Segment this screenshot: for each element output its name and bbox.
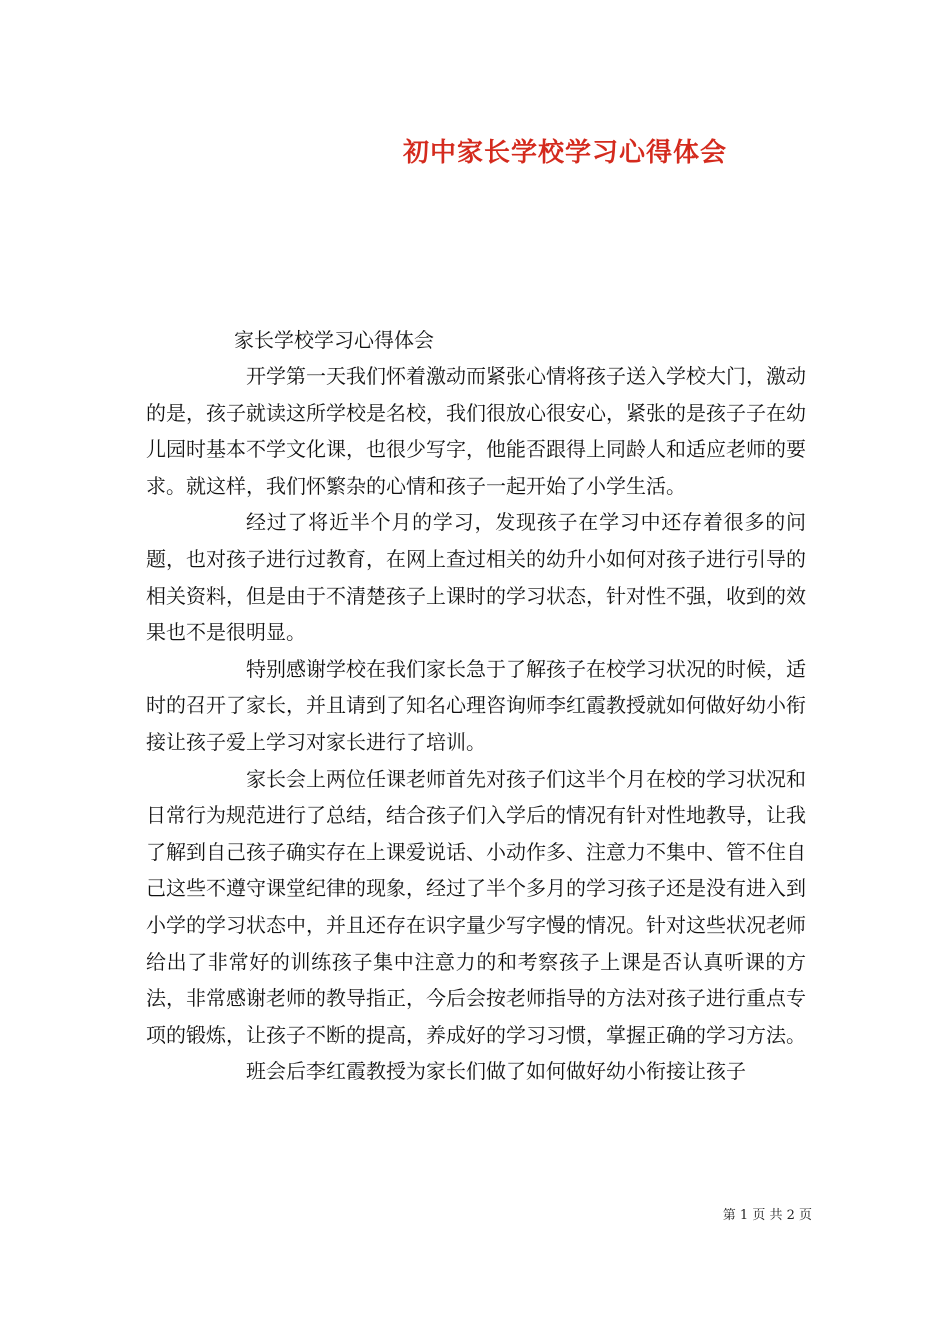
document-subheading: 家长学校学习心得体会 xyxy=(234,328,434,352)
page-number-footer: 第 1 页 共 2 页 xyxy=(722,1208,812,1223)
document-body xyxy=(146,322,806,1090)
document-title: 初中家长学校学习心得体会 xyxy=(402,138,727,168)
paragraph: 经过了将近半个月的学习，发现孩子在学习中还存着很多的问题，也对孩子进行过教育，在网上查过相关的幼升小如何对孩子进行引导的相关资料，但是由于不清楚孩子上课时的学习状态，针对性不强，收到的效果也不是很明显。 xyxy=(146,510,806,645)
paragraph: 特别感谢学校在我们家长急于了解孩子在校学习状况的时候，适时的召开了家长，并且请到了知名心理咨询师李红霞教授就如何做好幼小衔接让孩子爱上学习对家长进行了培训。 xyxy=(146,656,806,754)
paragraph: 班会后李红霞教授为家长们做了如何做好幼小衔接让孩子 xyxy=(246,1059,746,1084)
paragraph: 开学第一天我们怀着激动而紧张心情将孩子送入学校大门，激动的是，孩子就读这所学校是名校，我们很放心很安心，紧张的是孩子子在幼儿园时基本不学文化课，也很少写字，他能否跟得上同龄人和适应老师的要求。就这样，我们怀繁杂的心情和孩子一起开始了小学生活。 xyxy=(146,364,806,498)
paragraph: 家长会上两位任课老师首先对孩子们这半个月在校的学习状况和日常行为规范进行了总结，结合孩子们入学后的情况有针对性地教导，让我了解到自己孩子确实存在上课爱说话、小动作多、注意力不集中、管不住自己这些不遵守课堂纪律的现象，经过了半个多月的学习孩子还是没有进入到小学的学习状态中，并且还存在识字量少写字慢的情况。针对这些状况老师给出了非常好的训练孩子集中注意力的和考察孩子上课是否认真听课的方法，非常感谢老师的教导指正，今后会按老师指导的方法对孩子进行重点专项的锻炼，让孩子不断的提高，养成好的学习习惯，掌握正确的学习方法。 xyxy=(146,766,806,1047)
